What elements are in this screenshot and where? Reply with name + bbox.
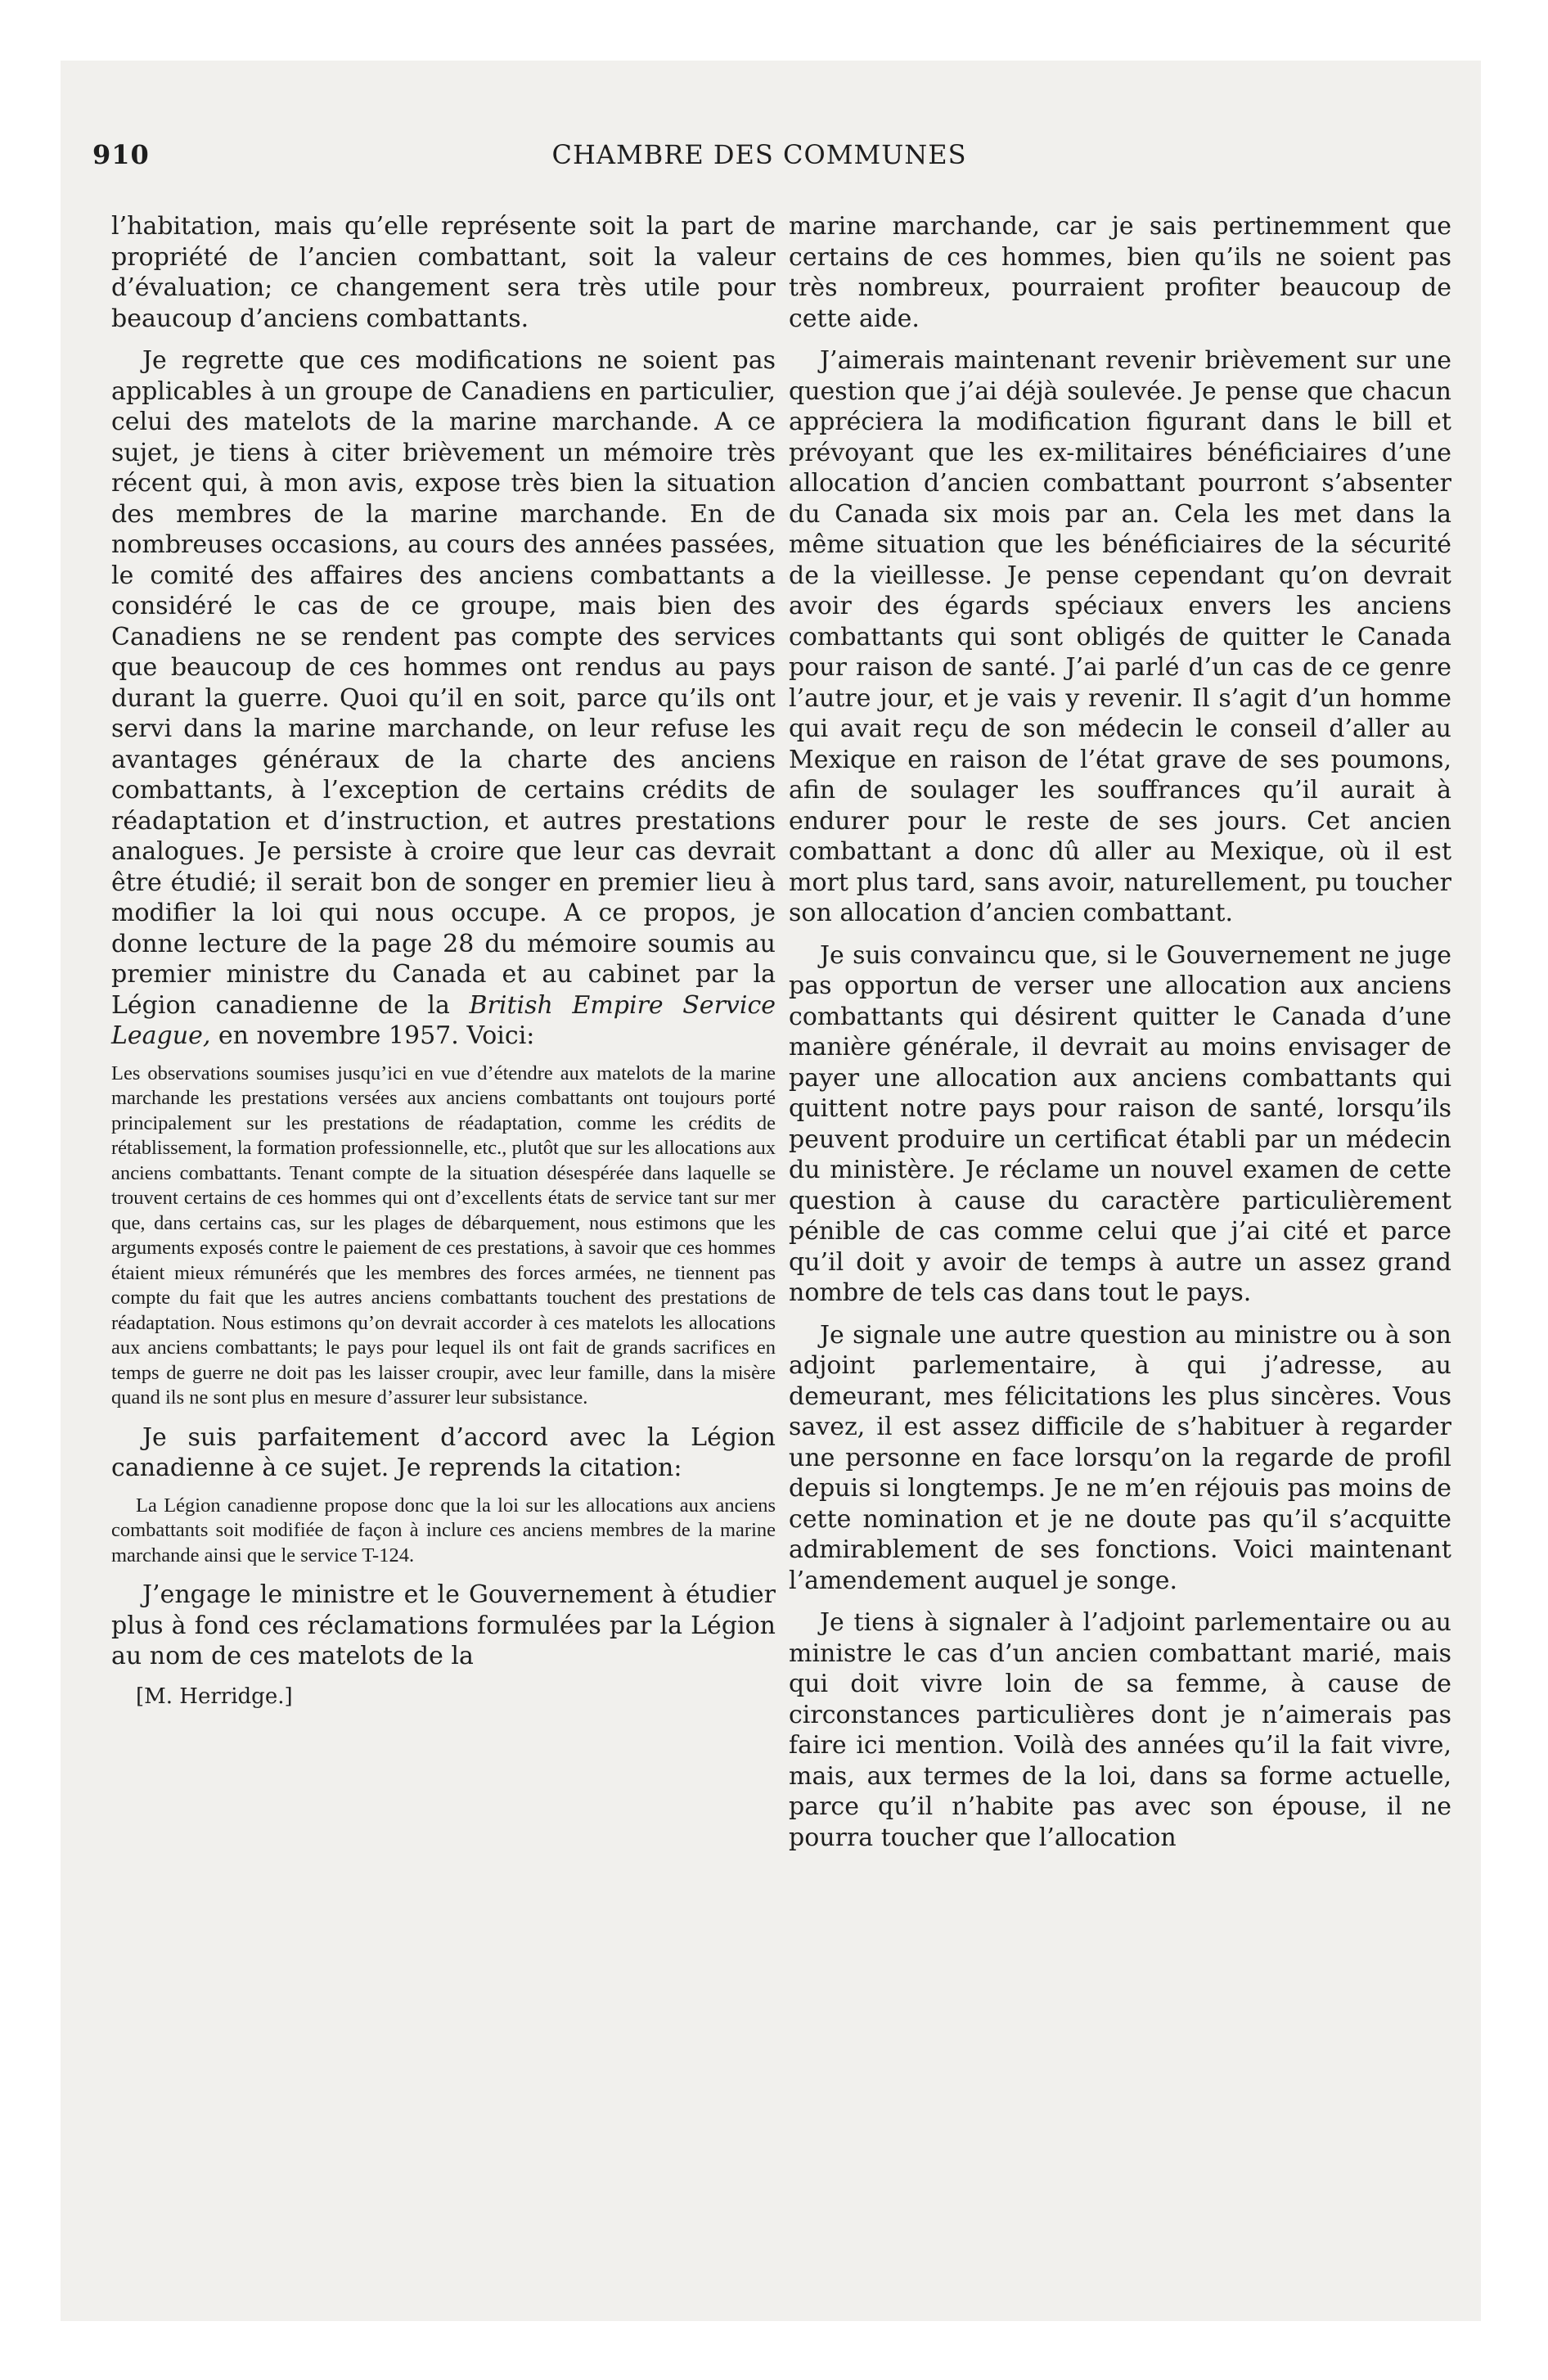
paragraph: J’engage le ministre et le Gouvernement à étudier plus à fond ces réclamations formulées par la Légion au nom de ces matelots de la (111, 1580, 776, 1670)
paragraph: l’habitation, mais qu’elle représente soit la part de propriété de l’ancien combattant, soit la valeur d’évaluation; ce changement sera très utile pour beaucoup d’anciens combattants. (111, 212, 776, 333)
right-column (789, 211, 1451, 1853)
paragraph (111, 345, 776, 1052)
paragraph: Je tiens à signaler à l’adjoint parlementaire ou au ministre le cas d’un ancien combattant marié, mais qui doit vivre loin de sa femme, à cause de circonstances particulières dont je n’aimerais pas faire ici mention. Voilà des années qu’il la fait vivre, mais, aux termes de la loi, dans sa forme actuelle, parce qu’il n’habite pas avec son épouse, il ne pourra toucher que l’allocation (789, 1608, 1451, 1852)
paragraph: Je signale une autre question au ministre ou à son adjoint parlementaire, à qui j’adresse, au demeurant, mes félicitations les plus sincères. Vous savez, il est assez difficile de s’habituer à regarder une personne en face lorsqu’on la regarde de profil depuis si longtemps. Je ne m’en réjouis pas moins de cette nomination et je ne doute pas qu’il s’acquitte admirablement de ses fonctions. Voici maintenant l’amendement auquel je songe. (789, 1320, 1451, 1595)
organization-name-italic: British Empire Service League, (111, 990, 776, 1050)
block-quote: Les observations soumises jusqu’ici en vue d’étendre aux matelots de la marine marchande les prestations versées aux anciens combattants ont toujours porté principalement sur les prestations de réadaptation, comme les crédits de rétablissement, la formation professionnelle, etc., plutôt que sur les allocations aux anciens combattants. Tenant compte de la situation désespérée dans laquelle se trouvent certains de ces hommes qui ont d’excellents états de service tant sur mer que, dans certains cas, sur les plages de débarquement, nous estimons que les arguments exposés contre le paiement de ces prestations, à savoir que ces hommes étaient mieux rémunérés que les membres des forces armées, ne tiennent pas compte du fait que les autres anciens combattants touchent des prestations de réadaptation. Nous estimons qu’on devrait accorder à ces matelots les allocations aux anciens combattants; le pays pour lequel ils ont fait de grands sacrifices en temps de guerre ne doit pas les laisser croupir, avec leur famille, dans la misère quand ils ne sont plus en mesure d’assurer leur subsistance. (111, 1062, 776, 1409)
paragraph: J’aimerais maintenant revenir brièvement sur une question que j’ai déjà soulevée. Je pense que chacun appréciera la modification figurant dans le bill et prévoyant que les ex-militaires bénéficiaires d’une allocation d’ancien combattant pourront s’absenter du Canada six mois par an. Cela les met dans la même situation que les bénéficiaires de la sécurité de la vieillesse. Je pense cependant qu’on devrait avoir des égards spéciaux envers les anciens combattants qui sont obligés de quitter le Canada pour raison de santé. J’ai parlé d’un cas de ce genre l’autre jour, et je vais y revenir. Il s’agit d’un homme qui avait reçu de son médecin le conseil d’aller au Mexique en raison de l’état grave de ses poumons, afin de soulager les souffrances qu’il aurait à endurer pour le reste de ses jours. Cet ancien combattant a donc dû aller au Mexique, où il est mort plus tard, sans avoir, naturellement, pu toucher son allocation d’ancien combattant. (789, 346, 1451, 927)
left-column (111, 211, 776, 1710)
paragraph: Je suis parfaitement d’accord avec la Légion canadienne à ce sujet. Je reprends la citation: (111, 1422, 776, 1482)
page-number: 910 (92, 139, 150, 170)
paragraph: Je suis convaincu que, si le Gouvernement ne juge pas opportun de verser une allocation aux anciens combattants qui désirent quitter le Canada d’une manière générale, il devrait au moins envisager de payer une allocation aux anciens combattants qui quittent notre pays pour raison de santé, lorsqu’ils peuvent produire un certificat établi par un médecin du ministère. Je réclame un nouvel examen de cette question à cause du caractère particulièrement pénible de cas comme celui que j’ai cité et parce qu’il doit y avoir de temps à autre un assez grand nombre de tels cas dans tout le pays. (789, 940, 1451, 1307)
paragraph: marine marchande, car je sais pertinemment que certains de ces hommes, bien qu’ils ne soient pas très nombreux, pourraient profiter beaucoup de cette aide. (789, 212, 1451, 333)
speaker-attribution: [M. Herridge.] (136, 1684, 293, 1709)
block-quote: La Légion canadienne propose donc que la loi sur les allocations aux anciens combattants soit modifiée de façon à inclure ces anciens membres de la marine marchande ainsi que le service T-124. (111, 1494, 776, 1566)
page-header (92, 139, 1426, 180)
paragraph-text: Je regrette que ces modifications ne soient pas applicables à un groupe de Canadiens en particulier, celui des matelots de la marine marchande. A ce sujet, je tiens à citer brièvement un mémoire très récent qui, à mon avis, expose très bien la situation des membres de la marine marchande. En de nombreuses occasions, au cours des années passées, le comité des affaires des anciens combattants a considéré le cas de ce groupe, mais bien des Canadiens ne se rendent pas compte des services que beaucoup de ces hommes ont rendus au pays durant la guerre. Quoi qu’il en soit, parce qu’ils ont servi dans la marine marchande, on leur refuse les avantages généraux de la charte des anciens combattants, à l’exception de certains crédits de réadaptation et d’instruction, et autres prestations analogues. Je persiste à croire que leur cas devrait être étudié; il serait bon de songer en premier lieu à modifier la loi qui nous occupe. A ce propos, je donne lecture de la page 28 du mémoire soumis au premier ministre du Canada et au cabinet par la Légion canadienne de la (111, 346, 776, 1020)
paragraph-text: en novembre 1957. Voici: (210, 1021, 535, 1050)
running-head: CHAMBRE DES COMMUNES (551, 139, 967, 170)
